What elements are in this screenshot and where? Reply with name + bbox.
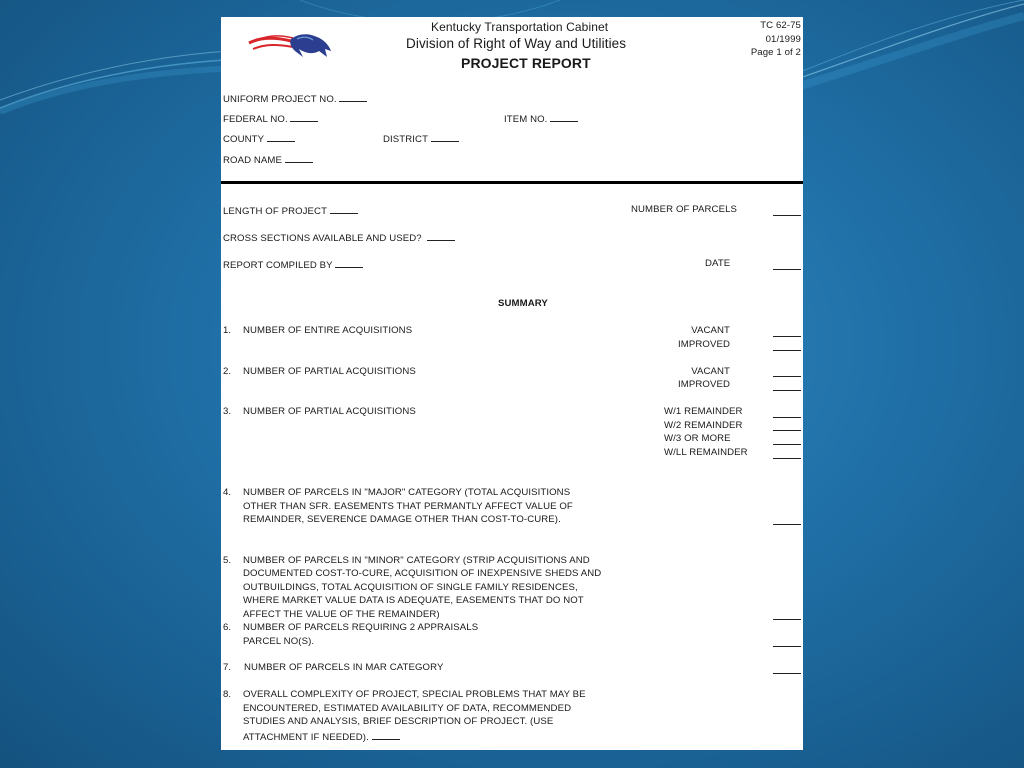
item-number: 4.	[223, 487, 232, 498]
agency-name: Kentucky Transportation Cabinet	[431, 20, 609, 34]
item-sub-label: IMPROVED	[678, 379, 730, 390]
item-no-input[interactable]	[550, 112, 578, 122]
cross-sections-label: CROSS SECTIONS AVAILABLE AND USED?	[223, 233, 422, 244]
length-of-project-label: LENGTH OF PROJECT	[223, 206, 327, 217]
report-compiled-by-label: REPORT COMPILED BY	[223, 260, 333, 271]
item-text: NUMBER OF PARCELS IN "MAJOR" CATEGORY (TOTAL ACQUISITIONS	[243, 487, 571, 498]
item-text: NUMBER OF PARCELS IN MAR CATEGORY	[244, 662, 444, 673]
item-text: WHERE MARKET VALUE DATA IS ADEQUATE, EASEMENTS THAT DO NOT	[243, 595, 584, 606]
page-indicator: Page 1 of 2	[750, 47, 801, 58]
item-sub-label: W/3 OR MORE	[664, 433, 731, 444]
item-no-field	[504, 112, 578, 126]
district-field	[383, 132, 459, 146]
item-text: PARCEL NO(S).	[243, 636, 315, 647]
remainder-2-input[interactable]	[773, 430, 801, 431]
item-text: NUMBER OF ENTIRE ACQUISITIONS	[243, 325, 413, 336]
uniform-project-no-field	[223, 92, 367, 106]
remainder-3-input[interactable]	[773, 444, 801, 445]
item-text: OUTBUILDINGS, TOTAL ACQUISITION OF SINGLE FAMILY RESIDENCES,	[243, 582, 578, 593]
partial-vacant-input[interactable]	[773, 376, 801, 377]
partial-improved-input[interactable]	[773, 390, 801, 391]
road-name-input[interactable]	[285, 153, 313, 163]
uniform-project-no-label: UNIFORM PROJECT NO.	[223, 94, 337, 105]
item-text: STUDIES AND ANALYSIS, BRIEF DESCRIPTION OF PROJECT. (USE	[243, 716, 554, 727]
item-number: 7.	[223, 662, 232, 673]
county-input[interactable]	[267, 132, 295, 142]
form-date: 01/1999	[765, 34, 801, 45]
cross-sections-field	[223, 231, 455, 245]
item-text: DOCUMENTED COST-TO-CURE, ACQUISITION OF INEXPENSIVE SHEDS AND	[243, 568, 602, 579]
federal-no-input[interactable]	[290, 112, 318, 122]
date-label: DATE	[705, 258, 731, 269]
remainder-1-input[interactable]	[773, 417, 801, 418]
item-text-last-line	[243, 730, 400, 744]
date-input[interactable]	[773, 269, 801, 270]
item-sub-label: VACANT	[691, 325, 730, 336]
item-text: NUMBER OF PARTIAL ACQUISITIONS	[243, 406, 416, 417]
complexity-input[interactable]	[372, 730, 400, 740]
item-text: NUMBER OF PARCELS IN "MINOR" CATEGORY (STRIP ACQUISITIONS AND	[243, 555, 590, 566]
length-of-project-field	[223, 204, 358, 218]
item-number: 1.	[223, 325, 232, 336]
road-name-label: ROAD NAME	[223, 155, 283, 166]
form-number: TC 62-75	[760, 20, 801, 31]
item-sub-label: IMPROVED	[678, 339, 730, 350]
county-label: COUNTY	[223, 134, 264, 145]
entire-improved-input[interactable]	[773, 350, 801, 351]
item-sub-label: W/LL REMAINDER	[664, 447, 748, 458]
report-title: PROJECT REPORT	[461, 55, 591, 71]
mar-category-input[interactable]	[773, 673, 801, 674]
district-input[interactable]	[431, 132, 459, 142]
item-sub-label: W/1 REMAINDER	[664, 406, 743, 417]
item-number: 5.	[223, 555, 232, 566]
item-number: 2.	[223, 366, 232, 377]
item-number: 3.	[223, 406, 232, 417]
length-of-project-input[interactable]	[330, 204, 358, 214]
road-name-field	[223, 153, 313, 167]
item-no-label: ITEM NO.	[504, 114, 548, 125]
kentucky-horse-logo-icon	[247, 31, 335, 63]
entire-vacant-input[interactable]	[773, 336, 801, 337]
item-text: ENCOUNTERED, ESTIMATED AVAILABILITY OF DATA, RECOMMENDED	[243, 703, 572, 714]
item-number: 6.	[223, 622, 232, 633]
project-report-form	[221, 17, 803, 750]
item-sub-label: W/2 REMAINDER	[664, 420, 743, 431]
cross-sections-input[interactable]	[427, 231, 455, 241]
item-text: NUMBER OF PARTIAL ACQUISITIONS	[243, 366, 416, 377]
district-label: DISTRICT	[383, 134, 428, 145]
major-category-input[interactable]	[773, 524, 801, 525]
report-compiled-by-input[interactable]	[335, 258, 363, 268]
division-name: Division of Right of Way and Utilities	[406, 36, 627, 51]
report-compiled-by-field	[223, 258, 363, 272]
number-of-parcels-label: NUMBER OF PARCELS	[631, 204, 738, 215]
minor-category-input[interactable]	[773, 619, 801, 620]
county-field	[223, 132, 295, 146]
item-text: NUMBER OF PARCELS REQUIRING 2 APPRAISALS	[243, 622, 479, 633]
item-text: OVERALL COMPLEXITY OF PROJECT, SPECIAL PROBLEMS THAT MAY BE	[243, 689, 586, 700]
item-number: 8.	[223, 689, 232, 700]
item-text: OTHER THAN SFR. EASEMENTS THAT PERMANTLY AFFECT VALUE OF	[243, 501, 573, 512]
uniform-project-no-input[interactable]	[339, 92, 367, 102]
item-text: REMAINDER, SEVERENCE DAMAGE OTHER THAN COST-TO-CURE).	[243, 514, 561, 525]
federal-no-field	[223, 112, 318, 126]
number-of-parcels-input[interactable]	[773, 215, 801, 216]
federal-no-label: FEDERAL NO.	[223, 114, 288, 125]
item-sub-label: VACANT	[691, 366, 730, 377]
item-text: ATTACHMENT IF NEEDED).	[243, 732, 369, 743]
remainder-ll-input[interactable]	[773, 458, 801, 459]
two-appraisals-input[interactable]	[773, 646, 801, 647]
item-text: AFFECT THE VALUE OF THE REMAINDER)	[243, 609, 440, 620]
section-divider	[221, 181, 803, 184]
summary-heading: SUMMARY	[498, 298, 548, 309]
